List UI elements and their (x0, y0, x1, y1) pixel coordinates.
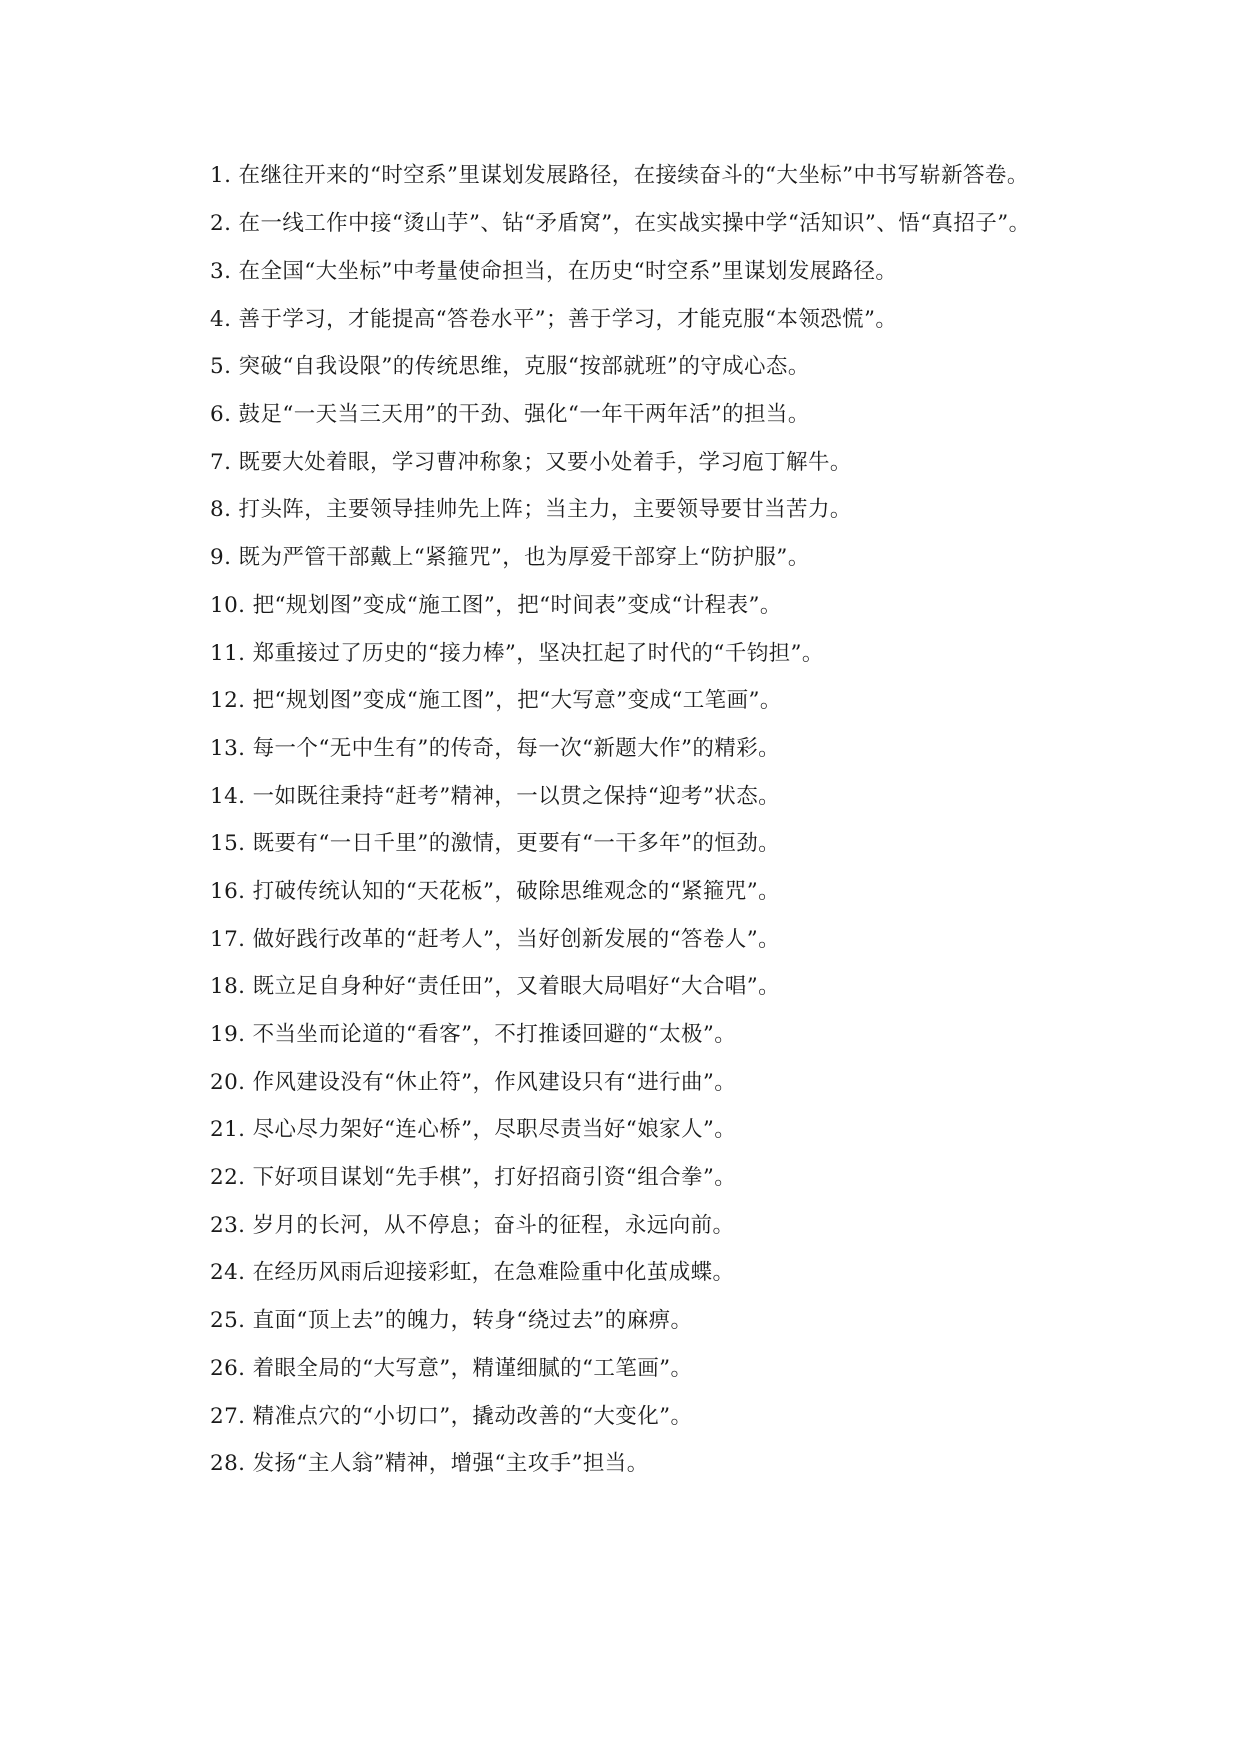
list-item-13: 13. 每一个“无中生有”的传奇，每一次“新题大作”的精彩。 (210, 735, 780, 761)
list-item-20: 20. 作风建设没有“休止符”，作风建设只有“进行曲”。 (210, 1069, 737, 1095)
list-item-24: 24. 在经历风雨后迎接彩虹，在急难险重中化茧成蝶。 (210, 1260, 735, 1286)
list-item-11: 11. 郑重接过了历史的“接力棒”，坚决扛起了时代的“千钧担”。 (210, 640, 824, 666)
list-item-23: 23. 岁月的长河，从不停息；奋斗的征程，永远向前。 (210, 1212, 735, 1238)
list-item-8: 8. 打头阵，主要领导挂帅先上阵；当主力，主要领导要甘当苦力。 (210, 497, 852, 523)
list-item-19: 19. 不当坐而论道的“看客”，不打推诿回避的“太极”。 (210, 1022, 737, 1047)
list-item-1: 1. 在继往开来的“时空系”里谋划发展路径，在接续奋斗的“大坐标”中书写崭新答卷。 (210, 163, 1029, 188)
list-item-26: 26. 着眼全局的“大写意”，精谨细腻的“工笔画”。 (210, 1355, 693, 1381)
list-item-18: 18. 既立足自身种好“责任田”，又着眼大局唱好“大合唱”。 (210, 974, 780, 1000)
list-item-9: 9. 既为严管干部戴上“紧箍咒”，也为厚爱干部穿上“防护服”。 (210, 545, 810, 571)
list-item-27: 27. 精准点穴的“小切口”，撬动改善的“大变化”。 (210, 1403, 693, 1429)
list-item-4: 4. 善于学习，才能提高“答卷水平”；善于学习，才能克服“本领恐慌”。 (210, 306, 898, 332)
list-item-3: 3. 在全国“大坐标”中考量使命担当，在历史“时空系”里谋划发展路径。 (210, 259, 898, 284)
document-body (160, 160, 1090, 1496)
list-item-16: 16. 打破传统认知的“天花板”，破除思维观念的“紧箍咒”。 (210, 878, 780, 904)
list-item-6: 6. 鼓足“一天当三天用”的干劲、强化“一年干两年活”的担当。 (210, 402, 810, 428)
list-item-5: 5. 突破“自我设限”的传统思维，克服“按部就班”的守成心态。 (210, 354, 810, 380)
list-item-17: 17. 做好践行改革的“赶考人”，当好创新发展的“答卷人”。 (210, 926, 780, 952)
list-item-10: 10. 把“规划图”变成“施工图”，把“时间表”变成“计程表”。 (210, 592, 782, 618)
list-item-7: 7. 既要大处着眼，学习曹冲称象；又要小处着手，学习庖丁解牛。 (210, 449, 852, 475)
list-item-12: 12. 把“规划图”变成“施工图”，把“大写意”变成“工笔画”。 (210, 688, 782, 714)
list-item-14: 14. 一如既往秉持“赶考”精神，一以贯之保持“迎考”状态。 (210, 783, 780, 809)
list-item-28: 28. 发扬“主人翁”精神，增强“主攻手”担当。 (210, 1451, 649, 1477)
list-item-22: 22. 下好项目谋划“先手棋”，打好招商引资“组合拳”。 (210, 1165, 737, 1191)
list-item-21: 21. 尽心尽力架好“连心桥”，尽职尽责当好“娘家人”。 (210, 1117, 737, 1143)
list-item-15: 15. 既要有“一日千里”的激情，更要有“一干多年”的恒劲。 (210, 831, 780, 857)
list-item-25: 25. 直面“顶上去”的魄力，转身“绕过去”的麻痹。 (210, 1308, 693, 1334)
list-item-2: 2. 在一线工作中接“烫山芋”、钻“矛盾窝”，在实战实操中学“活知识”、悟“真招子”。 (210, 211, 1031, 236)
